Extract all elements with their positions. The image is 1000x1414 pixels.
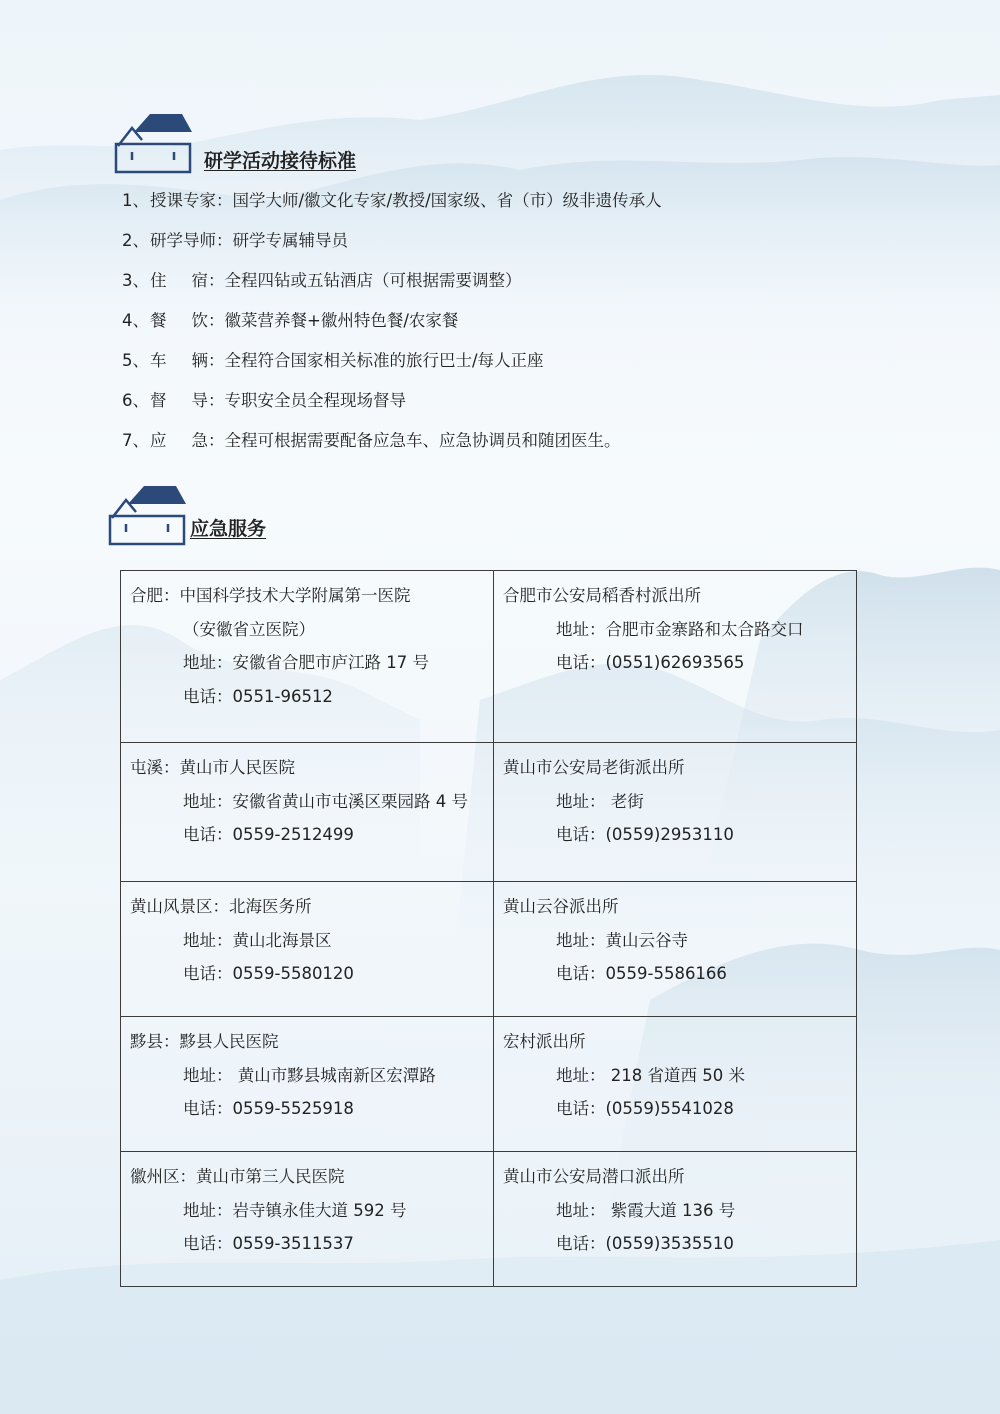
- table-cell-police: 黄山市公安局老街派出所 地址： 老街 电话：(0559)2953110: [494, 743, 857, 882]
- emergency-table: [120, 570, 857, 1287]
- list-item: 7、 应 急 ：全程可根据需要配备应急车、应急协调员和随团医生。: [122, 431, 621, 450]
- table-cell-hospital: 黟县：黟县人民医院 地址： 黄山市黟县城南新区宏潭路 电话：0559-5525918: [121, 1017, 494, 1152]
- list-item: 4、 餐 饮 ：徽菜营养餐+徽州特色餐/农家餐: [122, 311, 459, 330]
- section-standards-header: [112, 110, 412, 180]
- list-item: 6、 督 导 ：专职安全员全程现场督导: [122, 391, 406, 410]
- table-cell-hospital: 合肥：中国科学技术大学附属第一医院 （安徽省立医院） 地址：安徽省合肥市庐江路 17 号 电话：0551-96512: [121, 571, 494, 743]
- table-cell-police: 宏村派出所 地址： 218 省道西 50 米 电话：(0559)5541028: [494, 1017, 857, 1152]
- table-cell-hospital: 黄山风景区：北海医务所 地址：黄山北海景区 电话：0559-5580120: [121, 882, 494, 1017]
- table-cell-police: 黄山市公安局潜口派出所 地址： 紫霞大道 136 号 电话：(0559)3535510: [494, 1152, 857, 1287]
- section-standards-title: 研学活动接待标准: [204, 150, 357, 172]
- table-row: [121, 743, 857, 882]
- table-cell-police: 合肥市公安局稻香村派出所 地址：合肥市金寨路和太合路交口 电话：(0551)62693565: [494, 571, 857, 743]
- table-cell-hospital: 屯溪：黄山市人民医院 地址：安徽省黄山市屯溪区栗园路 4 号 电话：0559-2512499: [121, 743, 494, 882]
- table-cell-police: 黄山云谷派出所 地址：黄山云谷寺 电话：0559-5586166: [494, 882, 857, 1017]
- list-item: 2、研学导师：研学专属辅导员: [122, 231, 348, 250]
- table-row: [121, 882, 857, 1017]
- house-icon: [106, 482, 190, 548]
- list-item: 5、 车 辆 ：全程符合国家相关标准的旅行巴士/每人正座: [122, 351, 544, 370]
- table-row: [121, 571, 857, 743]
- list-item: 1、授课专家：国学大师/徽文化专家/教授/国家级、省（市）级非遗传承人: [122, 191, 662, 210]
- standards-list: [122, 188, 662, 468]
- house-icon: [112, 110, 196, 176]
- table-cell-hospital: 徽州区：黄山市第三人民医院 地址：岩寺镇永佳大道 592 号 电话：0559-3511537: [121, 1152, 494, 1287]
- list-item: 3、 住 宿 ：全程四钻或五钻酒店（可根据需要调整）: [122, 271, 522, 290]
- table-row: [121, 1017, 857, 1152]
- table-row: [121, 1152, 857, 1287]
- section-emergency-header: [106, 482, 366, 548]
- section-emergency-title: 应急服务: [190, 518, 267, 540]
